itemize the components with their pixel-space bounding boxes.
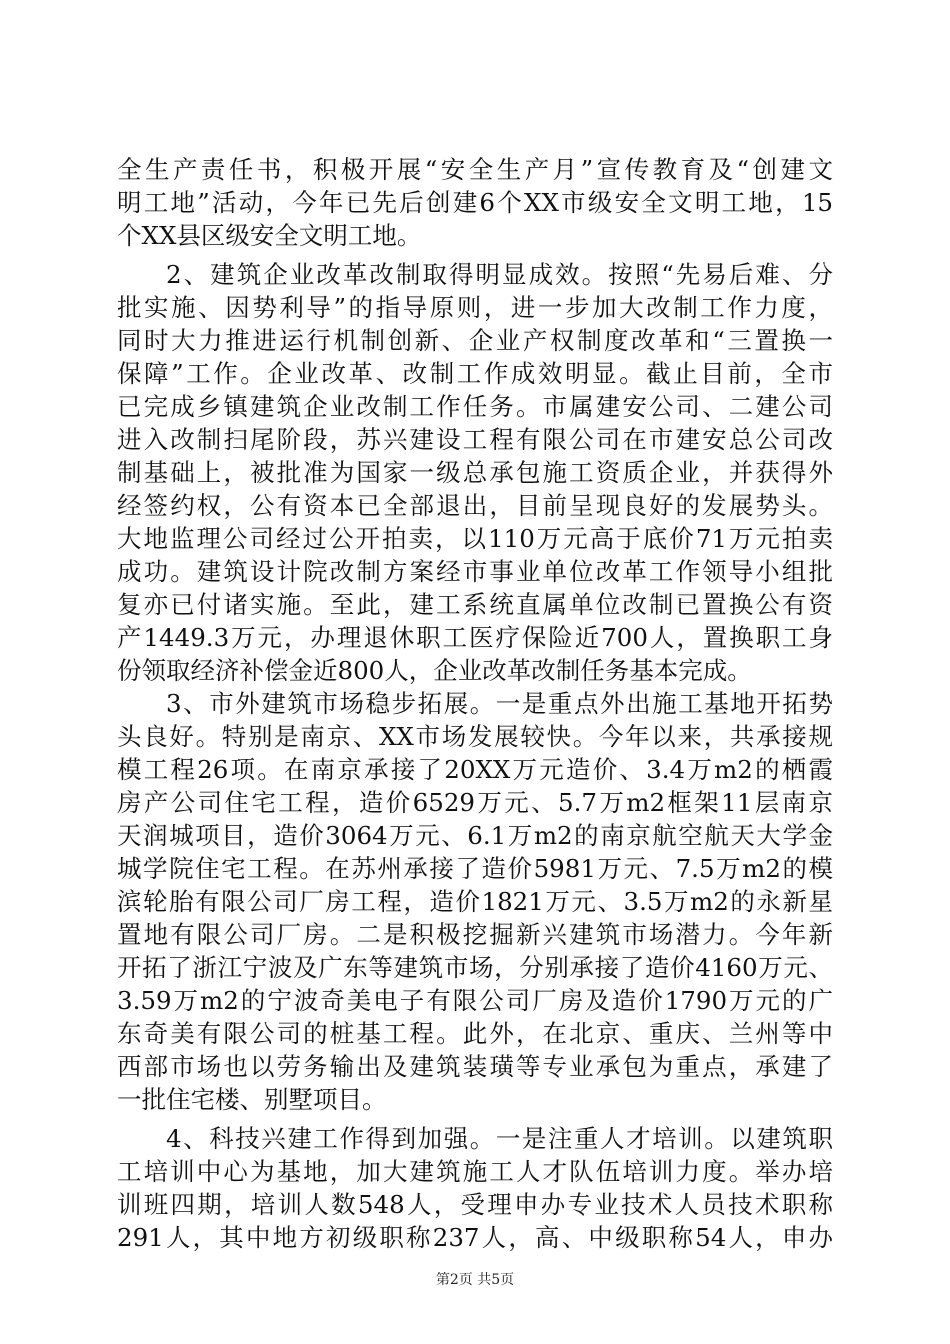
text-line: 同时大力推进运行机制创新、企业产权制度改革和“三置换一 — [117, 326, 833, 355]
text-line: 291人，其中地方初级职称237人，高、中级职称54人，申办 — [117, 1223, 833, 1252]
text-line: 工培训中心为基地，加大建筑施工人才队伍培训力度。举办培 — [117, 1157, 833, 1186]
paragraph-first-line: 2、建筑企业改革改制取得明显成效。按照“先易后难、分 — [166, 260, 833, 289]
text-line: 全生产责任书，积极开展“安全生产月”宣传教育及“创建文 — [117, 155, 833, 184]
text-line: 3.59万m2的宁波奇美电子有限公司厂房及造价1790万元的广 — [117, 986, 833, 1015]
text-line: 成功。建筑设计院改制方案经市事业单位改革工作领导小组批 — [117, 557, 833, 586]
text-line: 模工程26项。在南京承接了20XX万元造价、3.4万m2的栖霞 — [117, 755, 833, 784]
text-line: 经签约权，公有资本已全部退出，目前呈现良好的发展势头。 — [117, 491, 833, 520]
text-line: 大地监理公司经过公开拍卖，以110万元高于底价71万元拍卖 — [117, 524, 833, 553]
text-line: 城学院住宅工程。在苏州承接了造价5981万元、7.5万m2的模 — [117, 854, 833, 883]
text-line: 训班四期，培训人数548人，受理申办专业技术人员技术职称 — [117, 1190, 833, 1219]
text-line: 开拓了浙江宁波及广东等建筑市场，分别承接了造价4160万元、 — [117, 953, 833, 982]
text-line: 西部市场也以劳务输出及建筑装璜等专业承包为重点，承建了 — [117, 1052, 833, 1081]
paragraph-first-line: 3、市外建筑市场稳步拓展。一是重点外出施工基地开拓势 — [166, 689, 833, 718]
text-line: 头良好。特别是南京、XX市场发展较快。今年以来，共承接规 — [117, 722, 833, 751]
page-number-footer: 第2页 共5页 — [435, 1272, 515, 1288]
text-line: 制基础上，被批准为国家一级总承包施工资质企业，并获得外 — [117, 458, 833, 487]
document-body — [117, 153, 833, 1254]
text-line: 滨轮胎有限公司厂房工程，造价1821万元、3.5万m2的永新星 — [117, 887, 833, 916]
text-line: 产1449.3万元，办理退休职工医疗保险近700人，置换职工身 — [117, 623, 833, 652]
text-line: 份领取经济补偿金近800人，企业改革改制任务基本完成。 — [117, 656, 752, 685]
text-line: 个XX县区级安全文明工地。 — [117, 221, 422, 250]
text-line: 天润城项目，造价3064万元、6.1万m2的南京航空航天大学金 — [117, 821, 833, 850]
text-line: 东奇美有限公司的桩基工程。此外，在北京、重庆、兰州等中 — [117, 1019, 833, 1048]
paragraph-first-line: 4、科技兴建工作得到加强。一是注重人才培训。以建筑职 — [166, 1124, 833, 1153]
text-line: 批实施、因势利导”的指导原则，进一步加大改制工作力度， — [117, 293, 833, 322]
text-line: 进入改制扫尾阶段，苏兴建设工程有限公司在市建安总公司改 — [117, 425, 833, 454]
text-line: 置地有限公司厂房。二是积极挖掘新兴建筑市场潜力。今年新 — [117, 920, 833, 949]
text-line: 房产公司住宅工程，造价6529万元、5.7万m2框架11层南京 — [117, 788, 833, 817]
text-line: 明工地”活动，今年已先后创建6个XX市级安全文明工地，15 — [117, 188, 833, 217]
text-line: 复亦已付诸实施。至此，建工系统直属单位改制已置换公有资 — [117, 590, 833, 619]
text-line: 已完成乡镇建筑企业改制工作任务。市属建安公司、二建公司 — [117, 392, 833, 421]
text-line: 保障”工作。企业改革、改制工作成效明显。截止目前，全市 — [117, 359, 833, 388]
text-line: 一批住宅楼、别墅项目。 — [117, 1085, 387, 1114]
